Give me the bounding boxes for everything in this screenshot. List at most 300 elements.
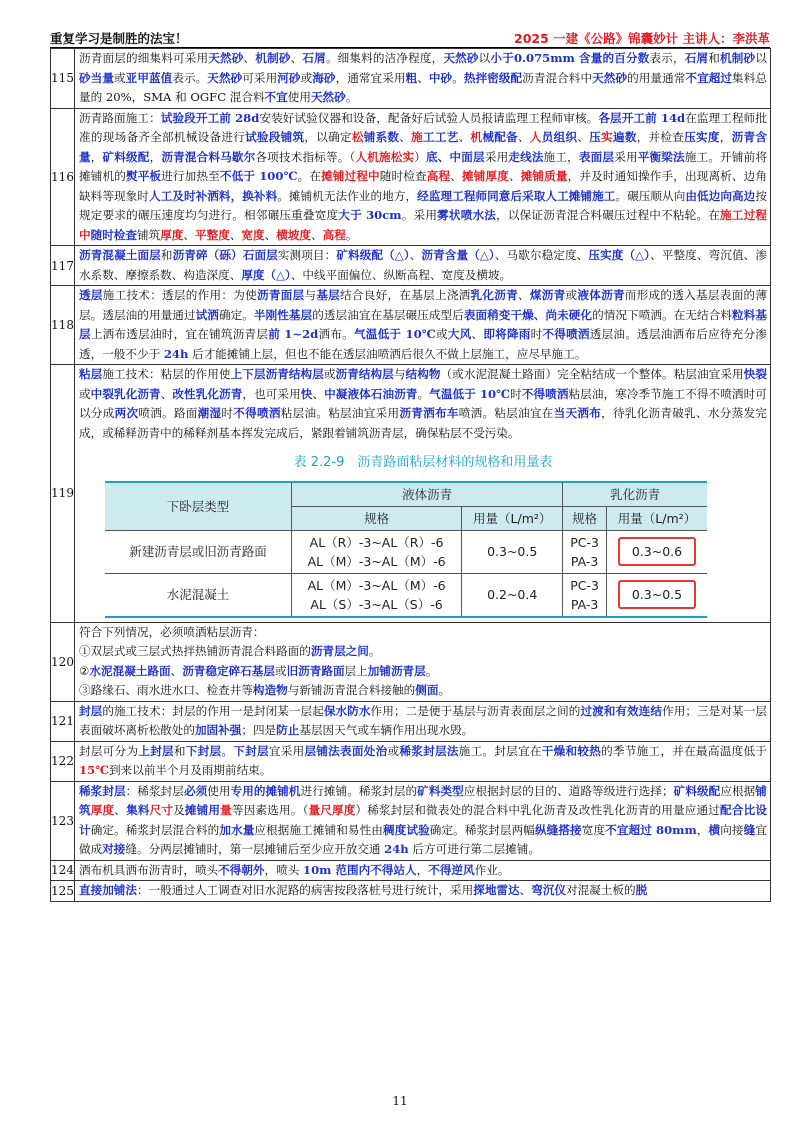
plain-text: 。 bbox=[345, 90, 358, 104]
plain-text: 、 bbox=[114, 803, 127, 817]
plain-text: 、 bbox=[183, 227, 196, 242]
highlight-text: 集料 bbox=[126, 803, 150, 817]
highlight-text: 松 bbox=[351, 130, 364, 144]
highlight-text: 粗 bbox=[405, 70, 418, 85]
highlight-text: 矿料级配 bbox=[102, 149, 150, 164]
header-course-title: 2025 一建《公路》锦囊妙计 主讲人：李洪革 bbox=[514, 31, 770, 46]
highlight-text: 雾状喷水法 bbox=[437, 208, 497, 222]
highlight-text: 潮湿 bbox=[197, 406, 222, 420]
plain-text: 层上 bbox=[344, 663, 368, 678]
spec-line: AL（M）-3~AL（M）-6 bbox=[307, 553, 446, 569]
plain-text: ， bbox=[416, 862, 429, 877]
highlight-text: 不得逆风 bbox=[428, 862, 475, 877]
highlight-text: 厚度 bbox=[160, 227, 184, 242]
plain-text: ② bbox=[79, 663, 90, 678]
plain-text: ：一般通过人工调查对旧水泥路的病害按段落桩号进行统计，采用 bbox=[136, 883, 474, 897]
plain-text: 时 bbox=[221, 406, 234, 420]
plain-text: 、 bbox=[508, 169, 521, 183]
highlight-text: 施 bbox=[411, 130, 424, 144]
spec-line: PA-3 bbox=[570, 553, 599, 569]
plain-text: 喷洒。粘层油宜在 bbox=[458, 406, 554, 420]
highlight-text: 上下层沥青结构层 bbox=[230, 367, 324, 381]
plain-text: 集料总量的 20%，SMA 和 OGFC 混合料 bbox=[79, 70, 767, 104]
plain-text: 、 bbox=[290, 51, 303, 65]
emulsion-amount-highlight: 0.3~0.5 bbox=[618, 580, 696, 609]
plain-text: 而形成的透入基层表面的薄层。透层油的用量通过 bbox=[79, 288, 767, 322]
plain-text: 基层因天气或车辆作用出现水毁。 bbox=[299, 723, 474, 737]
highlight-text: 人机施松实 bbox=[355, 149, 415, 164]
highlight-text: 平衡梁法 bbox=[637, 149, 685, 164]
highlight-text: 24h bbox=[163, 346, 189, 361]
row-text bbox=[75, 781, 771, 860]
plain-text: 确定。稀浆封层两幅 bbox=[429, 822, 535, 837]
plain-text: ，以确定 bbox=[304, 130, 352, 144]
row-text bbox=[75, 701, 771, 741]
highlight-text: 中裂乳化沥青 bbox=[90, 386, 161, 401]
highlight-text: 亚甲蓝值 bbox=[125, 70, 173, 85]
highlight-text: 沥青面层 bbox=[256, 288, 305, 302]
plain-text: ，以保证沥青混合料碾压过程中不粘轮。在 bbox=[496, 208, 720, 222]
plain-text: 随时检查 bbox=[379, 169, 427, 183]
highlight-text: 加水量 bbox=[219, 822, 255, 837]
page-header bbox=[50, 29, 770, 48]
page-number: 11 bbox=[392, 1094, 408, 1108]
plain-text: 的透层油宜在基层碾压成型后 bbox=[312, 307, 464, 322]
plain-text: 。摊铺机无法作业的地方， bbox=[277, 188, 418, 203]
row-number: 116 bbox=[51, 108, 75, 246]
highlight-text: 侧面 bbox=[415, 683, 439, 697]
plain-text: 喷洒。路面 bbox=[138, 406, 198, 420]
plain-text: 透层油。透层油洒布后应待充分渗透，一般不少于 bbox=[79, 327, 767, 361]
highlight-text: 气温低于 10℃ bbox=[429, 386, 511, 401]
highlight-text: 沥青混凝土面层 bbox=[79, 248, 161, 262]
plain-text: 的施工技术：封层的作用一是封闭某一层起 bbox=[102, 703, 324, 718]
plain-text: 按规定要求的碾压速度均匀进行。相邻碾压重叠宽度 bbox=[79, 188, 767, 222]
row-text bbox=[75, 881, 771, 902]
plain-text: 粘层油。粘层油宜采用 bbox=[280, 406, 400, 420]
plain-text: ①双层式或三层式热拌热铺沥青混合料路面的 bbox=[79, 644, 311, 658]
plain-text: 到来以前半个月及雨期前结束。 bbox=[109, 763, 272, 777]
highlight-text: 下封层 bbox=[185, 743, 222, 758]
highlight-text: 探地雷达 bbox=[473, 883, 520, 897]
highlight-text: 中凝液体石油沥青 bbox=[324, 386, 418, 401]
emulsion-spec bbox=[563, 530, 607, 573]
highlight-text: 基层 bbox=[316, 288, 341, 302]
highlight-text: 摊铺用 bbox=[184, 803, 221, 817]
plain-text: 或 bbox=[274, 663, 287, 678]
plain-text: 、 bbox=[160, 386, 173, 401]
highlight-text: 工工艺 bbox=[423, 130, 459, 144]
plain-text: 、 bbox=[518, 288, 530, 302]
highlight-text: 纵缝搭接 bbox=[534, 822, 582, 837]
highlight-text: 乳化沥青 bbox=[470, 288, 519, 302]
highlight-text: 稀浆封层 bbox=[79, 783, 126, 798]
highlight-text: 结构物 bbox=[405, 367, 441, 381]
highlight-text: 河砂 bbox=[277, 70, 301, 85]
plain-text: 的情况下喷洒。在无结合料 bbox=[592, 307, 733, 322]
note-row bbox=[51, 286, 771, 365]
plain-text: （或水泥混凝土路面）完全粘结成一个整体。粘层油宜采用 bbox=[440, 367, 744, 381]
highlight-text: 天然砂 bbox=[208, 51, 244, 65]
highlight-text: 过渡和有效连结 bbox=[580, 703, 663, 718]
plain-text: 应根据施工摊铺和易性由 bbox=[254, 822, 383, 837]
highlight-text: 沥青稳定碎石基层 bbox=[182, 663, 275, 678]
highlight-text: 液体沥青 bbox=[577, 288, 625, 302]
plain-text: 与 bbox=[393, 367, 406, 381]
plain-text: 洒布。 bbox=[318, 327, 354, 341]
highlight-text: 保水防水 bbox=[323, 703, 371, 718]
plain-text: ， bbox=[696, 822, 709, 837]
plain-text: 缝。分两层摊铺时，第一层摊铺后至少应开放交通 bbox=[125, 842, 385, 856]
highlight-text: 大风 bbox=[447, 327, 472, 341]
row-number: 115 bbox=[51, 49, 75, 109]
row-text bbox=[75, 741, 771, 781]
plain-text: 表示。 bbox=[172, 70, 208, 85]
highlight-text: 0.075mm 含量的百分数 bbox=[513, 51, 650, 65]
plain-text: 作用；三是对某一层表面破坏离析松散处的 bbox=[79, 703, 767, 737]
highlight-text: 上封层 bbox=[138, 743, 174, 758]
highlight-text: 海砂 bbox=[312, 70, 336, 85]
plain-text: 。采用 bbox=[401, 208, 438, 222]
plain-text: 封层可分为 bbox=[79, 743, 139, 758]
plain-text: ，并及时通知操作手，出现离析、边角缺料等现象时 bbox=[79, 169, 767, 203]
plain-text: 、中线平面偏位、纵断高程、宽度及横坡。 bbox=[290, 267, 512, 282]
plain-text: 施工， bbox=[543, 149, 579, 164]
plain-text: 宽度 bbox=[581, 822, 606, 837]
highlight-text: 横 bbox=[708, 822, 721, 837]
highlight-text: 旧沥青路面 bbox=[286, 663, 345, 678]
header-motto: 重复学习是制胜的法宝！ bbox=[50, 31, 188, 46]
highlight-text: 配合比设计 bbox=[79, 803, 767, 837]
liquid-spec bbox=[292, 573, 462, 617]
highlight-text: 下封层 bbox=[233, 743, 269, 758]
highlight-text: 即将降雨 bbox=[483, 327, 531, 341]
highlight-text: 水泥混凝土路面 bbox=[89, 663, 171, 678]
plain-text: 作业。 bbox=[474, 862, 510, 877]
plain-text: 结合良好，在基层上浇洒 bbox=[340, 288, 471, 302]
highlight-text: 粘层 bbox=[79, 367, 103, 381]
highlight-text: 量 bbox=[220, 803, 232, 817]
plain-text: 。 bbox=[425, 663, 438, 678]
highlight-text: 矿料级配（△） bbox=[336, 248, 410, 262]
highlight-text: 横坡度 bbox=[276, 227, 312, 242]
highlight-text: 械配备 bbox=[482, 130, 518, 144]
row-number: 120 bbox=[51, 622, 75, 701]
plain-text: 安装好试验仪器和设备，配备好后试验人员报请监理工程师审核。 bbox=[259, 110, 599, 125]
plain-text: 进行摊铺。稀浆封层的 bbox=[300, 783, 418, 798]
spec-table bbox=[105, 481, 707, 618]
row-text bbox=[75, 108, 771, 246]
row-number: 125 bbox=[51, 881, 75, 902]
highlight-text: 沥青含量（△） bbox=[421, 248, 495, 262]
highlight-text: 表面层 bbox=[578, 149, 615, 164]
highlight-text: 防止 bbox=[276, 723, 300, 737]
highlight-text: 必须 bbox=[183, 783, 208, 798]
plain-text: ，喷头 bbox=[264, 862, 303, 877]
plain-text: 。 bbox=[417, 386, 430, 401]
plain-text: 沥青路面施工： bbox=[79, 110, 161, 125]
plain-text: ） bbox=[414, 149, 427, 164]
highlight-text: 高程 bbox=[426, 169, 451, 183]
row-number: 121 bbox=[51, 701, 75, 741]
plain-text: 与 bbox=[304, 288, 317, 302]
plain-text: 、 bbox=[243, 51, 256, 65]
highlight-text: 人 bbox=[529, 130, 542, 144]
highlight-text: 快 bbox=[300, 386, 313, 401]
plain-text: 和 bbox=[708, 51, 721, 65]
highlight-text: 经监理工程师同意后采取人工摊铺施工 bbox=[417, 188, 616, 203]
highlight-text: 干燥和较热 bbox=[541, 743, 602, 758]
spec-line: AL（M）-3~AL（M）-6 bbox=[307, 577, 446, 593]
highlight-text: 石屑 bbox=[684, 51, 709, 65]
highlight-text: 摊铺质量 bbox=[520, 169, 568, 183]
row-text bbox=[75, 49, 771, 109]
row-text bbox=[75, 365, 771, 623]
liquid-amount: 0.2~0.4 bbox=[462, 573, 563, 617]
plain-text: 应根据 bbox=[720, 783, 756, 798]
header-amount: 用量（L/m²） bbox=[462, 506, 563, 530]
plain-text: 洒布机具洒布沥青时，喷头 bbox=[79, 862, 219, 877]
note-row bbox=[51, 781, 771, 860]
row-text bbox=[75, 246, 771, 286]
plain-text: 、 bbox=[409, 248, 422, 262]
highlight-text: 实 bbox=[601, 130, 613, 144]
note-row bbox=[51, 365, 771, 623]
highlight-text: 快裂 bbox=[743, 367, 767, 381]
highlight-text: 铺系数 bbox=[363, 130, 400, 144]
note-row bbox=[51, 108, 771, 246]
plain-text: ， bbox=[90, 149, 103, 164]
highlight-text: 摊铺厚度 bbox=[461, 169, 509, 183]
highlight-text: 尺寸 bbox=[149, 803, 174, 817]
plain-text: ， bbox=[149, 149, 162, 164]
plain-text: 粘层油，寒冷季节施工不得不喷洒时可以分成 bbox=[79, 386, 767, 420]
highlight-text: 煤沥青 bbox=[529, 288, 566, 302]
highlight-text: 压 bbox=[589, 130, 602, 144]
highlight-text: 不得朝外 bbox=[218, 862, 265, 877]
plain-text: 时 bbox=[530, 327, 543, 341]
note-row bbox=[51, 622, 771, 701]
highlight-text: 压实度（△） bbox=[588, 248, 651, 262]
plain-text: 、 bbox=[417, 70, 429, 85]
plain-text: 后方可进行第二层摊铺。 bbox=[408, 842, 540, 856]
spec-table-row bbox=[105, 530, 707, 573]
highlight-text: 表面稍变干燥、尚未硬化 bbox=[463, 307, 593, 322]
plain-text: 与新铺沥青混合料接触的 bbox=[287, 683, 416, 697]
plain-text: 。在 bbox=[297, 169, 322, 183]
highlight-text: 沥青碎（砾）石面层 bbox=[172, 248, 278, 262]
highlight-text: 当天洒布 bbox=[553, 406, 602, 420]
plain-text: 、平整度、弯沉值、渗水系数、摩擦系数、构造深度、 bbox=[79, 248, 767, 282]
highlight-text: 15℃ bbox=[79, 763, 110, 777]
spec-table-row bbox=[105, 573, 707, 617]
highlight-text: 弯沉仪 bbox=[531, 883, 567, 897]
highlight-text: 底、中面层 bbox=[426, 149, 485, 164]
highlight-text: 不得喷洒 bbox=[521, 386, 569, 401]
plain-text: ）稀浆封层和微表处的混合料中乳化沥青及改性乳化沥青的用量应通过 bbox=[355, 803, 721, 817]
plain-text: 。 bbox=[221, 743, 234, 758]
row-number: 117 bbox=[51, 246, 75, 286]
spec-line: PC-3 bbox=[570, 577, 599, 593]
highlight-text: 矿料类型 bbox=[417, 783, 464, 798]
highlight-text: 不低于 100℃ bbox=[219, 169, 298, 183]
highlight-text: 缝 bbox=[743, 822, 756, 837]
highlight-text: 随时检查 bbox=[90, 227, 137, 242]
highlight-text: 前 1~2d bbox=[268, 327, 319, 341]
plain-text: 或 bbox=[436, 327, 448, 341]
row-text bbox=[75, 286, 771, 365]
row-number: 118 bbox=[51, 286, 75, 365]
plain-text: 、 bbox=[458, 130, 471, 144]
highlight-text: 铺筑 bbox=[79, 783, 767, 817]
spec-table-caption: 表 2.2-9 沥青路面粘层材料的规格和用量表 bbox=[293, 455, 553, 470]
plain-text: 向接 bbox=[720, 822, 744, 837]
plain-text: 、 bbox=[170, 663, 183, 678]
plain-text: 或 bbox=[300, 70, 313, 85]
plain-text: 宜做成 bbox=[79, 822, 767, 856]
highlight-text: 改性乳化沥青 bbox=[172, 386, 243, 401]
plain-text: ，待乳化沥青破乳、水分蒸发完成，或稀释沥青中的稀释剂基本挥发完成后，紧跟着铺筑沥青层，确保粘层不受污染。 bbox=[79, 406, 767, 440]
plain-text: 及 bbox=[173, 803, 185, 817]
highlight-text: 中砂 bbox=[428, 70, 453, 85]
highlight-text: 天然砂 bbox=[310, 90, 346, 104]
highlight-text: 大于 30cm bbox=[338, 208, 402, 222]
plain-text: 、 bbox=[450, 169, 462, 183]
plain-text: 或 bbox=[323, 367, 336, 381]
note-row bbox=[51, 246, 771, 286]
highlight-text: 石屑 bbox=[302, 51, 326, 65]
plain-text: 、 bbox=[517, 130, 530, 144]
plain-text: 等因素选用。（ bbox=[231, 803, 309, 817]
plain-text: ；四是 bbox=[241, 723, 277, 737]
liquid-amount: 0.3~0.5 bbox=[462, 530, 563, 573]
highlight-text: 不得喷洒 bbox=[542, 327, 590, 341]
row-text bbox=[75, 622, 771, 701]
header-spec: 规格 bbox=[292, 506, 462, 530]
plain-text: 对混凝土板的 bbox=[566, 883, 636, 897]
plain-text: 宜采用 bbox=[268, 743, 305, 758]
plain-text: 时 bbox=[510, 386, 522, 401]
highlight-text: 稀浆封层法 bbox=[399, 743, 459, 758]
note-row bbox=[51, 49, 771, 109]
highlight-text: 摊铺过程中 bbox=[321, 169, 380, 183]
highlight-text: 机 bbox=[470, 130, 483, 144]
plain-text: 施工。开铺前将摊铺机的 bbox=[79, 149, 767, 183]
plain-text: 的季节施工，并在最高温度低于 bbox=[601, 743, 767, 758]
highlight-text: 小于 bbox=[490, 51, 514, 65]
highlight-text: 厚度 bbox=[90, 803, 115, 817]
layer-type: 新建沥青层或旧沥青路面 bbox=[105, 530, 292, 573]
layer-type: 水泥混凝土 bbox=[105, 573, 292, 617]
plain-text: 各项技术指标等。（ bbox=[255, 149, 356, 164]
highlight-text: 走线法 bbox=[508, 149, 544, 164]
highlight-text: 熨平板 bbox=[125, 169, 162, 183]
spec-table-block bbox=[79, 443, 767, 622]
highlight-text: 天然砂 bbox=[592, 70, 628, 85]
row-number: 124 bbox=[51, 860, 75, 881]
plain-text: 表示， bbox=[649, 51, 685, 65]
plain-text: 施工技术：透层的作用：为使 bbox=[102, 288, 257, 302]
plain-text: 或 bbox=[113, 70, 126, 85]
header-spec: 规格 bbox=[563, 506, 607, 530]
highlight-text: 不宜超过 80mm bbox=[605, 822, 697, 837]
plain-text: 。 bbox=[345, 227, 358, 242]
highlight-text: 热拌密级配 bbox=[463, 70, 523, 85]
plain-text: 应根据封层的目的、道路等级进行选择； bbox=[463, 783, 674, 798]
highlight-text: 24h bbox=[384, 842, 409, 856]
highlight-text: 厚度（△） bbox=[241, 267, 291, 282]
highlight-text: 天然砂 bbox=[443, 51, 479, 65]
highlight-text: 机制砂 bbox=[720, 51, 756, 65]
spec-line: PC-3 bbox=[570, 534, 599, 550]
plain-text: 铺筑 bbox=[137, 227, 161, 242]
highlight-text: 半刚性基层 bbox=[253, 307, 313, 322]
row-number: 122 bbox=[51, 741, 75, 781]
highlight-text: 遍数 bbox=[612, 130, 637, 144]
highlight-text: 压实度 bbox=[684, 130, 720, 144]
liquid-spec bbox=[292, 530, 462, 573]
plain-text: 或 bbox=[565, 288, 578, 302]
plain-text: 符合下列情况，必须喷洒粘层沥青： bbox=[79, 624, 265, 639]
highlight-text: 宽度 bbox=[241, 227, 265, 242]
note-row bbox=[51, 741, 771, 781]
emulsion-amount-cell bbox=[606, 530, 707, 573]
plain-text: 以 bbox=[755, 51, 767, 65]
plain-text: 、 bbox=[399, 130, 412, 144]
highlight-text: 沥青混合料马歇尔 bbox=[161, 149, 256, 164]
note-row bbox=[51, 881, 771, 902]
plain-text: 施工。封层宜在 bbox=[458, 743, 542, 758]
plain-text: 、 bbox=[229, 227, 242, 242]
highlight-text: 封层 bbox=[79, 703, 103, 718]
header-amount: 用量（L/m²） bbox=[606, 506, 707, 530]
highlight-text: 不宜超过 bbox=[685, 70, 733, 85]
plain-text: 使用 bbox=[207, 783, 231, 798]
plain-text: 使用 bbox=[287, 90, 311, 104]
highlight-text: 构造物 bbox=[252, 683, 288, 697]
plain-text: 。 bbox=[452, 70, 464, 85]
header-emulsified-asphalt: 乳化沥青 bbox=[563, 482, 707, 507]
plain-text: 确定。稀浆封层混合料的 bbox=[90, 822, 220, 837]
plain-text: 。 bbox=[368, 644, 381, 658]
highlight-text: 机制砂 bbox=[255, 51, 291, 65]
highlight-text: 气温低于 10℃ bbox=[353, 327, 437, 341]
plain-text: 采用 bbox=[614, 149, 638, 164]
highlight-text: 矿料级配 bbox=[673, 783, 721, 798]
plain-text: 。细集料的洁净程度， bbox=[325, 51, 444, 65]
highlight-text: 各层开工前 14d bbox=[598, 110, 686, 125]
plain-text: 、 bbox=[577, 130, 590, 144]
plain-text: 沥青面层的细集料可采用 bbox=[79, 51, 209, 65]
note-row bbox=[51, 860, 771, 881]
plain-text: 和 bbox=[160, 248, 173, 262]
plain-text: 在监理工程师批准的现场备齐全部机械设备进行 bbox=[79, 110, 767, 144]
plain-text: 作用；二是便于基层与沥青表面层之间的 bbox=[370, 703, 581, 718]
plain-text: ，也可采用 bbox=[242, 386, 301, 401]
highlight-text: 加固补强 bbox=[194, 723, 242, 737]
emulsion-amount-cell bbox=[606, 573, 707, 617]
highlight-text: 不得喷洒 bbox=[233, 406, 281, 420]
plain-text: 、 bbox=[519, 883, 532, 897]
highlight-text: 对接 bbox=[102, 842, 126, 856]
plain-text: 的用量通常 bbox=[627, 70, 686, 85]
highlight-text: 量尺厚度 bbox=[308, 803, 356, 817]
row-number: 119 bbox=[51, 365, 75, 623]
highlight-text: 沥青结构层 bbox=[335, 367, 394, 381]
highlight-text: 层铺法表面处治 bbox=[304, 743, 388, 758]
highlight-text: 不宜 bbox=[264, 90, 288, 104]
plain-text: ，并检查 bbox=[636, 130, 685, 144]
